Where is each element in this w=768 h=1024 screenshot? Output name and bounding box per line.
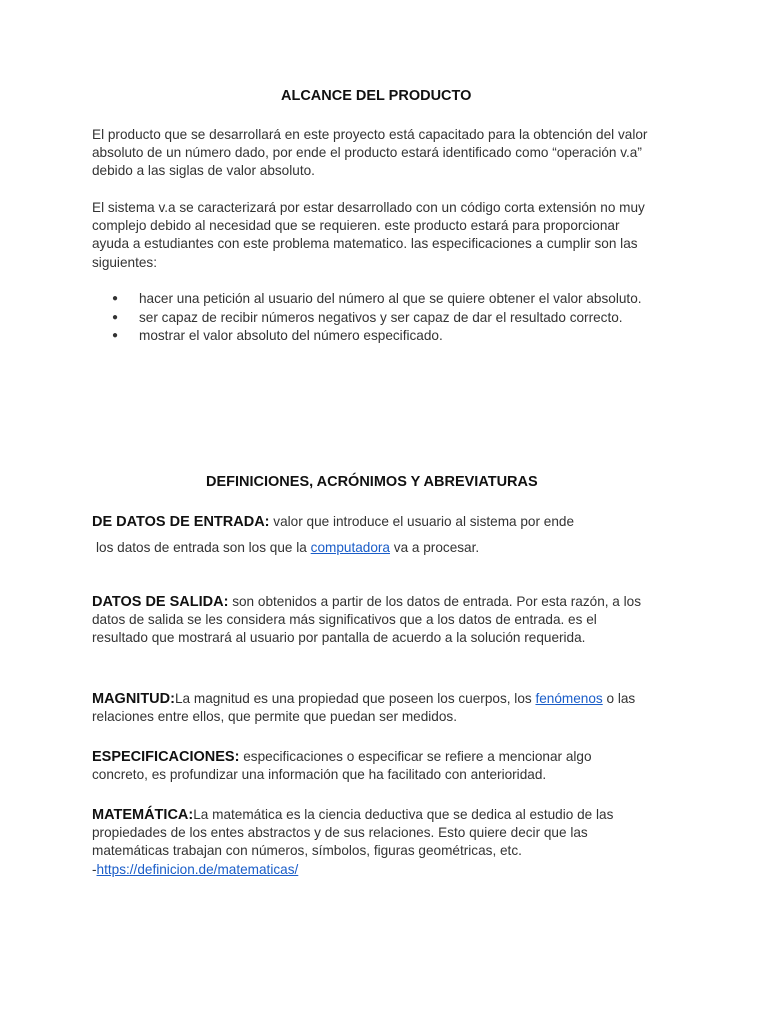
definition-line: concreto, es profundizar una información que ha facilitado con anterioridad.	[92, 767, 547, 783]
paragraph-line: siguientes:	[92, 254, 157, 270]
definition-line: resultado que mostrará al usuario por pantalla de acuerdo a la solución requerida.	[92, 630, 586, 646]
specifications-list	[112, 290, 642, 346]
definition-line	[92, 690, 635, 708]
definition-line	[92, 806, 613, 824]
definition-term: DATOS DE SALIDA:	[92, 594, 229, 610]
paragraph-line: El producto que se desarrollará en este proyecto está capacitado para la obtención del valor	[92, 127, 648, 142]
section-title-alcance: ALCANCE DEL PRODUCTO	[281, 88, 472, 104]
list-item: ● ser capaz de recibir números negativos y ser capaz de dar el resultado correcto.	[112, 309, 642, 328]
paragraph-sistema	[92, 199, 645, 272]
definition-text: son obtenidos a partir de los datos de entrada. Por esta razón, a los	[228, 594, 642, 609]
definition-matematica	[92, 806, 613, 879]
definition-entrada-line2	[96, 539, 479, 557]
definition-text: va a procesar.	[390, 540, 480, 555]
paragraph-line: debido a las siglas de valor absoluto.	[92, 163, 315, 179]
computadora-link[interactable]: computadora	[310, 540, 390, 555]
definition-term: DE DATOS DE ENTRADA:	[92, 514, 270, 530]
definition-term: ESPECIFICACIONES:	[92, 749, 240, 765]
definition-line: propiedades de los entes abstractos y de sus relaciones. Esto quiere decir que las	[92, 825, 588, 841]
definition-term: MAGNITUD:	[92, 691, 175, 707]
definition-entrada	[92, 513, 574, 531]
paragraph-line: El sistema v.a se caracterizará por estar desarrollado con un código corta extensión no muy	[92, 200, 645, 215]
definition-text: los datos de entrada son los que la	[96, 540, 311, 555]
definition-text: La magnitud es una propiedad que poseen los cuerpos, los	[174, 691, 536, 706]
definition-line: relaciones entre ellos, que permite que puedan ser medidos.	[92, 709, 457, 725]
source-prefix: -	[92, 861, 97, 877]
definition-text: La matemática es la ciencia deductiva que se dedica al estudio de las	[193, 807, 614, 822]
paragraph-intro	[92, 126, 647, 181]
definition-line	[92, 748, 592, 766]
definition-magnitud	[92, 690, 635, 726]
definition-line	[92, 513, 574, 531]
definition-line	[92, 861, 613, 879]
section-title-definiciones: DEFINICIONES, ACRÓNIMOS Y ABREVIATURAS	[206, 474, 538, 490]
definition-salida	[92, 593, 641, 648]
definition-text: valor que introduce el usuario al sistema por ende	[269, 514, 575, 529]
list-item: ● hacer una petición al usuario del número al que se quiere obtener el valor absoluto.	[112, 290, 642, 309]
matematicas-source-link[interactable]: https://definicion.de/matematicas/	[96, 861, 299, 877]
paragraph-line: ayuda a estudiantes con este problema matematico. las especificaciones a cumplir son las	[92, 236, 638, 252]
definition-line	[92, 593, 641, 611]
definition-line: matemáticas trabajan con números, símbolos, figuras geométricas, etc.	[92, 843, 522, 859]
definition-term: MATEMÁTICA:	[92, 807, 194, 823]
paragraph-line: complejo debido al necesidad que se requieren. este producto estará para proporcionar	[92, 218, 620, 234]
definition-text: o las	[602, 691, 636, 706]
paragraph-line: absoluto de un número dado, por ende el producto estará identificado como “operación v.a”	[92, 145, 642, 161]
definition-especificaciones	[92, 748, 592, 784]
definition-text: especificaciones o especificar se refiere a mencionar algo	[239, 749, 592, 764]
list-item: ● mostrar el valor absoluto del número especificado.	[112, 327, 642, 346]
fenomenos-link[interactable]: fenómenos	[535, 691, 603, 706]
definition-line: datos de salida se les considera más significativos que a los datos de entrada. es el	[92, 612, 597, 628]
